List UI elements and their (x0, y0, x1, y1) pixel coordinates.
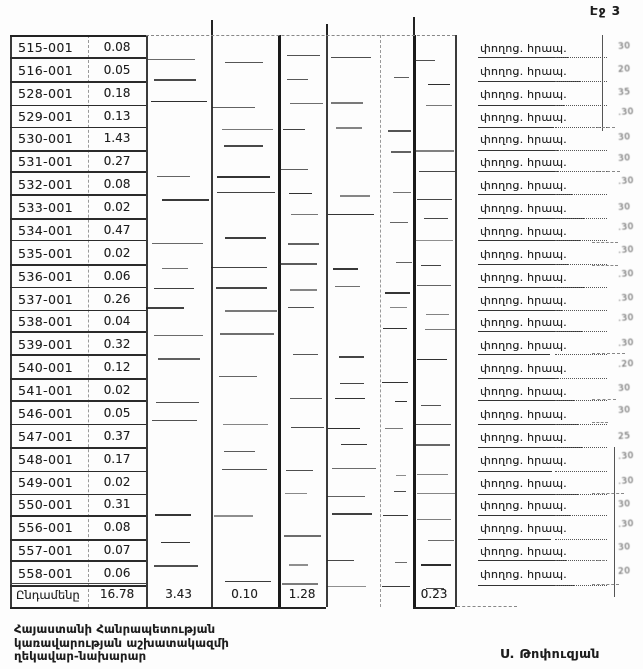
row-value: 0.17 (103, 451, 131, 466)
scan-artifact (417, 474, 448, 475)
row-label: փողոց. հրապ. (480, 362, 567, 376)
table-column-line (146, 35, 148, 607)
row-code: 550-001 (18, 497, 74, 513)
row-code: 540-001 (18, 360, 74, 376)
scan-artifact (413, 150, 454, 152)
footer-signatory-block (14, 623, 229, 664)
row-code: 548-001 (18, 451, 74, 467)
scan-artifact (161, 542, 190, 543)
row-code: 547-001 (18, 428, 74, 444)
row-code: 557-001 (18, 543, 74, 559)
scan-artifact (282, 583, 317, 585)
row-code: 516-001 (18, 62, 74, 78)
row-leader-dashes (592, 584, 619, 585)
row-label-underline-dotted (555, 515, 607, 516)
row-label: փողոց. հրապ. (480, 407, 567, 421)
scan-artifact (327, 560, 354, 561)
scan-artifact (287, 55, 320, 56)
row-code: 546-001 (18, 405, 74, 421)
scan-artifact (425, 329, 455, 330)
scan-artifact (152, 420, 197, 421)
row-separator (10, 539, 146, 541)
row-label-underline-dotted (555, 494, 607, 495)
row-margin-mark: 25 (617, 430, 631, 442)
row-value: 0.18 (103, 85, 131, 100)
table-top-border (146, 35, 455, 36)
scan-artifact (219, 376, 257, 377)
row-value: 0.32 (103, 337, 131, 352)
row-label-underline-dotted (555, 539, 607, 540)
row-label: փողոց. հրապ. (480, 499, 567, 513)
scan-artifact (417, 519, 451, 520)
row-label-underline-dotted (555, 105, 607, 106)
scan-artifact (288, 243, 319, 245)
row-value: 0.04 (103, 314, 131, 329)
row-code: 530-001 (18, 131, 74, 147)
row-separator (10, 194, 146, 196)
scan-artifact (426, 314, 449, 315)
row-separator (10, 57, 146, 59)
row-separator (10, 560, 146, 562)
scan-artifact (286, 470, 313, 471)
row-label-underline-dotted (555, 287, 607, 288)
scan-artifact (225, 62, 263, 63)
table-column-line-stub (211, 20, 213, 35)
row-code: 529-001 (18, 108, 74, 124)
row-label-underline-dotted (555, 310, 607, 311)
row-value: 0.31 (103, 497, 131, 512)
row-label: փողոց. հրապ. (480, 87, 567, 101)
row-value: 0.02 (103, 474, 131, 489)
scan-artifact (382, 586, 410, 587)
row-code: 549-001 (18, 474, 74, 490)
row-label-underline (478, 560, 567, 561)
row-separator (10, 171, 146, 173)
scan-artifact (331, 102, 363, 104)
scan-artifact (157, 176, 190, 177)
scan-artifact (224, 451, 255, 452)
scan-artifact (391, 151, 412, 153)
row-label-underline (478, 539, 551, 540)
scan-artifact (162, 199, 209, 201)
scan-artifact (383, 515, 408, 516)
row-separator (10, 81, 146, 83)
scan-artifact (289, 564, 308, 566)
row-margin-mark: 30 (617, 383, 631, 395)
table-column-line-stub (413, 17, 415, 35)
row-separator (10, 127, 146, 129)
table-column-line (326, 35, 328, 607)
row-margin-mark: .30 (617, 176, 635, 188)
scan-artifact (328, 428, 360, 429)
footer-line-3: ղեկավար-նախարար (14, 649, 147, 663)
scan-artifact (290, 289, 316, 291)
row-margin-mark: 30 (617, 404, 631, 416)
scan-artifact (340, 383, 364, 384)
scan-artifact (395, 562, 407, 563)
scan-artifact (417, 359, 447, 360)
table-right-rule (602, 35, 603, 131)
row-margin-mark: 30 (617, 40, 631, 52)
scan-artifact (222, 469, 267, 470)
row-label: փողոց. հրապ. (480, 476, 567, 490)
scan-artifact (385, 292, 410, 294)
row-label-underline-dotted (555, 194, 607, 195)
scan-artifact (383, 328, 407, 329)
scan-artifact (339, 356, 364, 358)
scan-artifact (154, 335, 203, 336)
scan-artifact (390, 307, 407, 308)
row-value: 0.02 (103, 383, 131, 398)
row-label-underline (478, 471, 552, 472)
row-margin-mark: .30 (617, 245, 635, 257)
scan-artifact (332, 468, 376, 469)
row-margin-mark: 30 (617, 498, 631, 510)
row-code: 558-001 (18, 566, 74, 582)
scan-artifact (280, 169, 308, 170)
row-label: փողոց. հրապ. (480, 41, 567, 55)
row-label-underline-dotted (555, 471, 607, 472)
scan-artifact (154, 288, 194, 289)
row-separator (10, 424, 146, 426)
row-value: 0.27 (103, 154, 131, 169)
row-value: 0.06 (103, 566, 131, 581)
row-margin-mark: 35 (617, 87, 631, 99)
scan-artifact (288, 307, 314, 308)
row-label-underline (478, 171, 559, 172)
row-separator (10, 331, 146, 333)
row-code: 541-001 (18, 383, 74, 399)
row-code: 535-001 (18, 245, 74, 261)
row-separator (10, 400, 146, 402)
row-separator (10, 471, 146, 473)
totals-value: 3.43 (165, 587, 192, 602)
scan-artifact (428, 84, 450, 85)
row-value: 0.02 (103, 245, 131, 260)
row-label: փողոց. հրապ. (480, 568, 567, 582)
row-label-underline-dotted (555, 354, 607, 355)
scan-artifact (225, 581, 271, 582)
scan-artifact (417, 493, 455, 494)
scan-artifact (341, 444, 366, 445)
scan-artifact (158, 358, 200, 360)
scan-artifact (335, 398, 365, 399)
row-margin-mark: .30 (617, 337, 635, 349)
scan-artifact (283, 129, 305, 130)
row-margin-mark: 20 (617, 63, 631, 75)
scan-artifact (328, 214, 374, 215)
row-label: փողոց. հրապ. (480, 247, 567, 261)
scan-artifact (217, 192, 274, 193)
row-label-underline-dotted (555, 57, 607, 58)
row-margin-mark: 30 (617, 202, 631, 214)
row-margin-mark: 20 (617, 565, 631, 577)
row-code: 537-001 (18, 291, 74, 307)
row-leader-dashes (592, 560, 605, 561)
row-separator (10, 447, 146, 449)
row-leader-dashes (592, 265, 618, 266)
row-label: փողոց. հրապ. (480, 270, 567, 284)
scan-artifact (396, 475, 406, 476)
row-value: 0.08 (103, 177, 131, 192)
scan-artifact (419, 171, 455, 172)
row-label-underline (478, 127, 554, 128)
scan-artifact (424, 218, 448, 219)
scan-artifact (151, 101, 207, 102)
row-value: 0.07 (103, 543, 131, 558)
row-label: փողոց. հրապ. (480, 522, 567, 536)
row-separator (10, 515, 146, 517)
scan-artifact (290, 103, 322, 104)
row-separator (10, 240, 146, 242)
row-code: 515-001 (18, 39, 74, 55)
scan-artifact (393, 192, 411, 193)
data-table (10, 35, 638, 607)
totals-top-emphasis (10, 583, 146, 584)
row-leader-dashes (592, 242, 618, 243)
table-right-rule (614, 447, 615, 597)
scan-artifact (382, 382, 408, 383)
scan-artifact (396, 262, 412, 263)
table-column-line (455, 35, 457, 607)
row-separator (10, 310, 146, 312)
page-number-label: Էջ 3 (589, 4, 621, 18)
scan-artifact (414, 240, 453, 241)
row-margin-mark: .30 (617, 475, 635, 487)
scan-artifact (327, 496, 365, 497)
scan-artifact (223, 424, 268, 425)
row-label: փողոց. հրապ. (480, 133, 567, 147)
scan-artifact (388, 130, 411, 132)
table-column-line (413, 35, 416, 607)
scan-artifact (394, 491, 406, 492)
row-code: 534-001 (18, 222, 74, 238)
row-label: փողոց. հրապ. (480, 202, 567, 216)
scan-artifact (428, 540, 453, 541)
row-value: 0.12 (103, 360, 131, 375)
row-label-underline-dotted (555, 447, 607, 448)
scan-artifact (327, 586, 366, 587)
row-leader-dashes (592, 399, 616, 400)
row-label-underline-dotted (555, 585, 607, 586)
scan-artifact (290, 398, 323, 399)
scan-artifact (426, 105, 452, 106)
row-margin-mark: .30 (617, 106, 635, 118)
scan-artifact (155, 514, 192, 516)
scan-artifact (395, 401, 407, 402)
footer-line-2: կառավարության աշխատակազմի (14, 635, 229, 650)
footer-line-1: Հայաստանի Հանրապետության (14, 622, 216, 636)
scan-artifact (390, 222, 408, 223)
row-value: 0.47 (103, 222, 131, 237)
row-label: փողոց. հրապ. (480, 293, 567, 307)
totals-value: 0.23 (420, 587, 448, 602)
scan-artifact (291, 427, 324, 428)
row-separator (10, 378, 146, 380)
row-label: փողոց. հրապ. (480, 110, 567, 124)
scan-artifact (394, 77, 409, 78)
row-label: փողոց. հրապ. (480, 224, 567, 238)
scan-artifact (421, 405, 441, 406)
row-separator (10, 264, 146, 266)
row-separator (10, 105, 146, 107)
scan-artifact (216, 287, 268, 289)
row-label-underline-dotted (555, 218, 607, 219)
scan-artifact (287, 79, 308, 80)
scan-artifact (224, 145, 263, 147)
row-label: փողոց. հրապ. (480, 179, 567, 193)
row-label: փողոց. հրապ. (480, 339, 567, 353)
table-column-line (211, 35, 213, 607)
row-value: 0.13 (103, 108, 131, 123)
row-margin-mark: .30 (617, 221, 635, 233)
row-code: 531-001 (18, 154, 74, 170)
row-value: 0.08 (103, 520, 131, 535)
row-label: փողոց. հրապ. (480, 545, 567, 559)
scan-artifact (413, 424, 451, 425)
row-label: փողոց. հրապ. (480, 156, 567, 170)
scan-artifact (340, 195, 369, 197)
scan-artifact (220, 333, 274, 335)
scan-artifact (335, 286, 360, 287)
row-label-underline-dotted (555, 378, 607, 379)
row-leader-dashes (592, 493, 624, 494)
scan-artifact (417, 285, 451, 286)
scan-artifact (285, 493, 307, 494)
row-separator (10, 218, 146, 220)
row-code: 536-001 (18, 268, 74, 284)
row-label-underline-dotted (555, 400, 607, 401)
row-label: փողոց. հրապ. (480, 430, 567, 444)
scan-artifact (421, 564, 450, 566)
row-value: 0.06 (103, 268, 131, 283)
scan-artifact (154, 565, 198, 567)
scan-artifact (336, 127, 362, 129)
row-label-underline-dotted (555, 240, 607, 241)
scan-artifact (212, 107, 255, 108)
row-label-underline (478, 105, 565, 106)
scan-artifact (289, 193, 311, 194)
row-margin-mark: 30 (617, 541, 631, 553)
row-label: փողոց. հրապ. (480, 453, 567, 467)
scan-artifact (331, 57, 371, 58)
scan-artifact (148, 59, 195, 60)
table-top-border (10, 35, 146, 37)
row-value: 0.02 (103, 200, 131, 215)
row-margin-mark: .30 (617, 313, 635, 325)
scan-artifact (152, 243, 204, 244)
scan-artifact (291, 214, 318, 215)
scan-artifact (214, 515, 253, 517)
row-label: փողոց. հրապ. (480, 64, 567, 78)
scan-artifact (225, 237, 266, 239)
row-code: 533-001 (18, 200, 74, 216)
row-value: 0.08 (103, 39, 131, 54)
scan-artifact (222, 129, 273, 130)
row-leader-dashes (592, 353, 625, 354)
scan-artifact (385, 428, 403, 429)
scan-artifact (293, 354, 318, 355)
scan-artifact (421, 265, 440, 266)
row-label-underline-dotted (555, 150, 607, 151)
row-value: 0.05 (103, 62, 131, 77)
totals-bottom-border-dashes (457, 606, 517, 607)
table-column-line-stub (326, 24, 328, 35)
row-label-underline-dotted (555, 81, 607, 82)
row-separator (10, 354, 146, 356)
totals-bottom-border (10, 607, 326, 609)
scan-artifact (154, 79, 196, 81)
row-label-underline (478, 354, 550, 355)
row-leader-dashes (592, 127, 615, 128)
row-value: 0.05 (103, 405, 131, 420)
scan-artifact (211, 267, 266, 268)
row-margin-mark: 30 (617, 153, 631, 165)
row-separator (10, 287, 146, 289)
totals-value: 0.10 (231, 587, 258, 602)
table-column-line (278, 35, 281, 607)
row-code: 532-001 (18, 177, 74, 193)
scan-artifact (279, 263, 317, 265)
row-code: 528-001 (18, 85, 74, 101)
scan-artifact (284, 535, 321, 537)
row-code: 538-001 (18, 314, 74, 330)
row-label: փողոց. հրապ. (480, 385, 567, 399)
row-separator (10, 494, 146, 496)
totals-label: Ընդամենը (16, 588, 80, 603)
row-label-underline (478, 150, 558, 151)
scan-artifact (146, 307, 184, 309)
table-column-line (380, 35, 381, 607)
totals-value: 16.78 (99, 587, 135, 602)
row-label-underline-dotted (555, 331, 607, 332)
scan-artifact (162, 268, 188, 269)
scan-artifact (156, 402, 199, 403)
row-label-underline-dotted (555, 424, 607, 425)
totals-value: 1.28 (288, 587, 316, 602)
scan-artifact (333, 268, 358, 270)
row-label-underline (478, 310, 562, 311)
row-value: 0.26 (103, 291, 131, 306)
row-margin-mark: .30 (617, 519, 635, 531)
scan-artifact (225, 310, 278, 312)
row-separator (10, 150, 146, 152)
row-code: 556-001 (18, 520, 74, 536)
row-value: 1.43 (103, 131, 131, 146)
scan-artifact (217, 176, 270, 178)
row-margin-mark: .20 (617, 358, 635, 370)
scan-artifact (414, 60, 435, 61)
row-margin-mark: 30 (617, 131, 631, 143)
row-margin-mark: .30 (617, 451, 635, 463)
scan-artifact (332, 513, 371, 515)
row-margin-mark: .30 (617, 268, 635, 281)
signatory-name: Ս. Թոփուզյան (500, 646, 600, 661)
row-leader-dashes (592, 422, 608, 423)
row-value: 0.37 (103, 428, 131, 443)
row-label: փողոց. հրապ. (480, 316, 567, 330)
scan-artifact (417, 199, 452, 200)
table-column-line (10, 35, 12, 607)
row-label-underline (478, 378, 559, 379)
totals-bottom-border (413, 607, 455, 609)
scan-artifact (414, 444, 450, 446)
row-leader-dashes (592, 171, 620, 172)
row-margin-mark: .30 (617, 292, 635, 304)
row-code: 539-001 (18, 337, 74, 353)
